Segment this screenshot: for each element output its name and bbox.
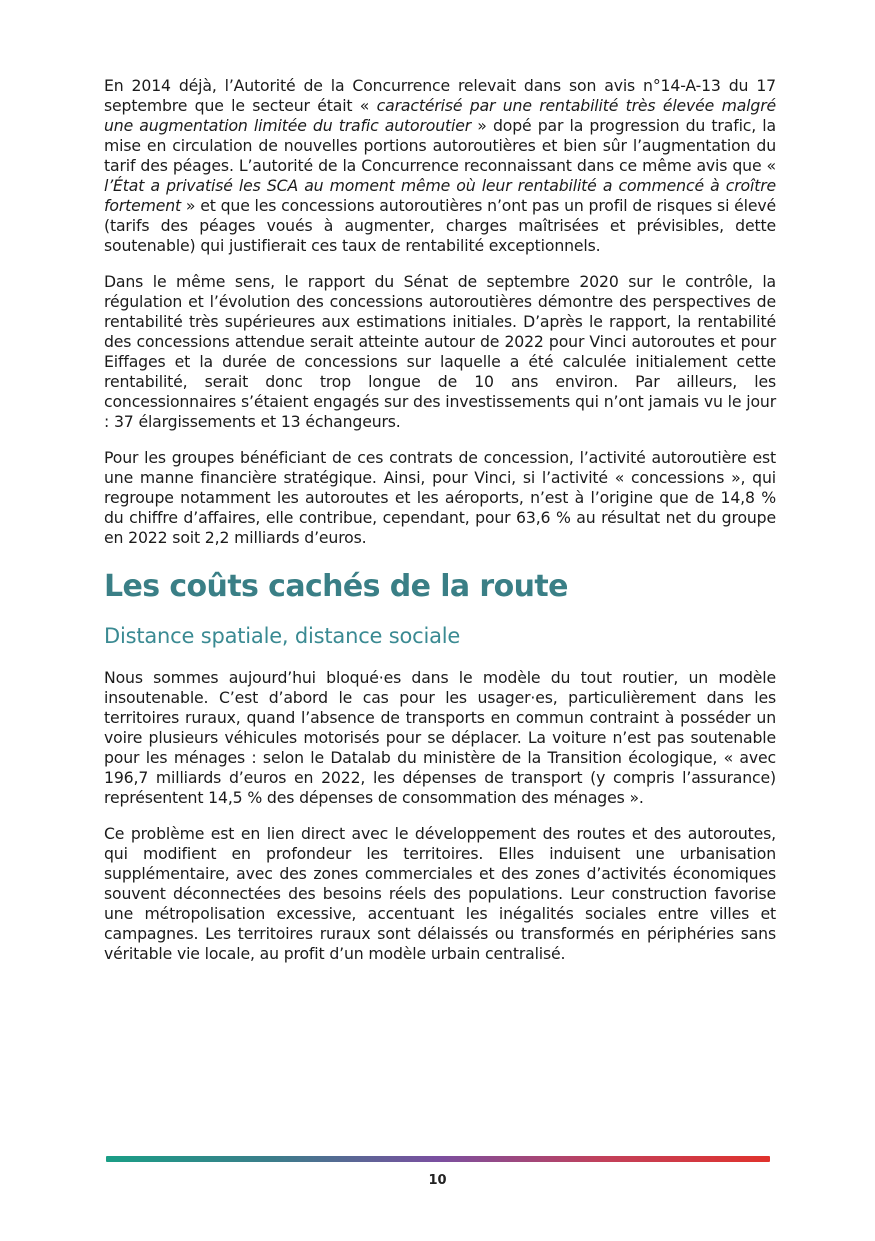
page-number: 10 — [428, 1173, 447, 1188]
text-run: » et que les concessions autoroutières n’ont pas un profil de risques si élevé (tarifs des péages voués à augmenter, charges maîtrisées et prévisibles, dette soutenable) qui justifierait ces taux de rentabilité exceptionnels. — [104, 196, 776, 255]
page-content — [104, 76, 776, 980]
quote-italic: caractérisé par une rentabilité très élevée malgré une augmentation limitée du trafic autoroutier — [104, 96, 776, 135]
paragraphs-top — [104, 76, 776, 548]
text-run: En 2014 déjà, l’Autorité de la Concurrence relevait dans son avis n°14-A-13 du 17 septembre que le secteur était « — [104, 76, 776, 115]
paragraph — [104, 668, 776, 808]
paragraph — [104, 824, 776, 964]
text-run: Ce problème est en lien direct avec le développement des routes et des autoroutes, qui modifient en profondeur les territoires. Elles induisent une urbanisation supplémentaire, avec des zones commerciales et des zones d’activités économiques souvent déconnectées des besoins réels des populations. Leur construction favorise une métropolisation excessive, accentuant les inégalités sociales entre villes et campagnes. Les territoires ruraux sont délaissés ou transformés en périphéries sans véritable vie locale, au profit d’un modèle urbain centralisé. — [104, 824, 776, 963]
text-run: » dopé par la progression du trafic, la mise en circulation de nouvelles portions autoroutières et bien sûr l’augmentation du tarif des péages. L’autorité de la Concurrence reconnaissant dans ce même avis que « — [104, 116, 776, 175]
text-run: Nous sommes aujourd’hui bloqué·es dans le modèle du tout routier, un modèle insoutenable. C’est d’abord le cas pour les usager·es, particulièrement dans les territoires ruraux, quand l’absence de transports en commun contraint à posséder un voire plusieurs véhicules motorisés pour se déplacer. La voiture n’est pas soutenable pour les ménages : selon le Datalab du ministère de la Transition écologique, « avec 196,7 milliards d’euros en 2022, les dépenses de transport (y compris l’assurance) représentent 14,5 % des dépenses de consommation des ménages ». — [104, 668, 776, 807]
paragraph — [104, 76, 776, 256]
paragraph — [104, 448, 776, 548]
paragraph — [104, 272, 776, 432]
section-title: Les coûts cachés de la route — [104, 569, 568, 604]
text-run: Pour les groupes bénéficiant de ces contrats de concession, l’activité autoroutière est une manne financière stratégique. Ainsi, pour Vinci, si l’activité « concessions », qui regroupe notamment les autoroutes et les aéroports, n’est à l’origine que de 14,8 % du chiffre d’affaires, elle contribue, cependant, pour 63,6 % au résultat net du groupe en 2022 soit 2,2 milliards d’euros. — [104, 448, 776, 547]
paragraphs-bottom — [104, 668, 776, 964]
footer-gradient-bar — [106, 1156, 770, 1162]
subsection-title: Distance spatiale, distance sociale — [104, 624, 461, 648]
quote-italic: l’État a privatisé les SCA au moment même où leur rentabilité a commencé à croître fortement — [104, 176, 776, 215]
text-run: Dans le même sens, le rapport du Sénat de septembre 2020 sur le contrôle, la régulation et l’évolution des concessions autoroutières démontre des perspectives de rentabilité très supérieures aux estimations initiales. D’après le rapport, la rentabilité des concessions attendue serait atteinte autour de 2022 pour Vinci autoroutes et pour Eiffages et la durée de concessions sur laquelle a été calculée initialement cette rentabilité, serait donc trop longue de 10 ans environ. Par ailleurs, les concessionnaires s’étaient engagés sur des investissements qui n’ont jamais vu le jour : 37 élargissements et 13 échangeurs. — [104, 272, 776, 431]
